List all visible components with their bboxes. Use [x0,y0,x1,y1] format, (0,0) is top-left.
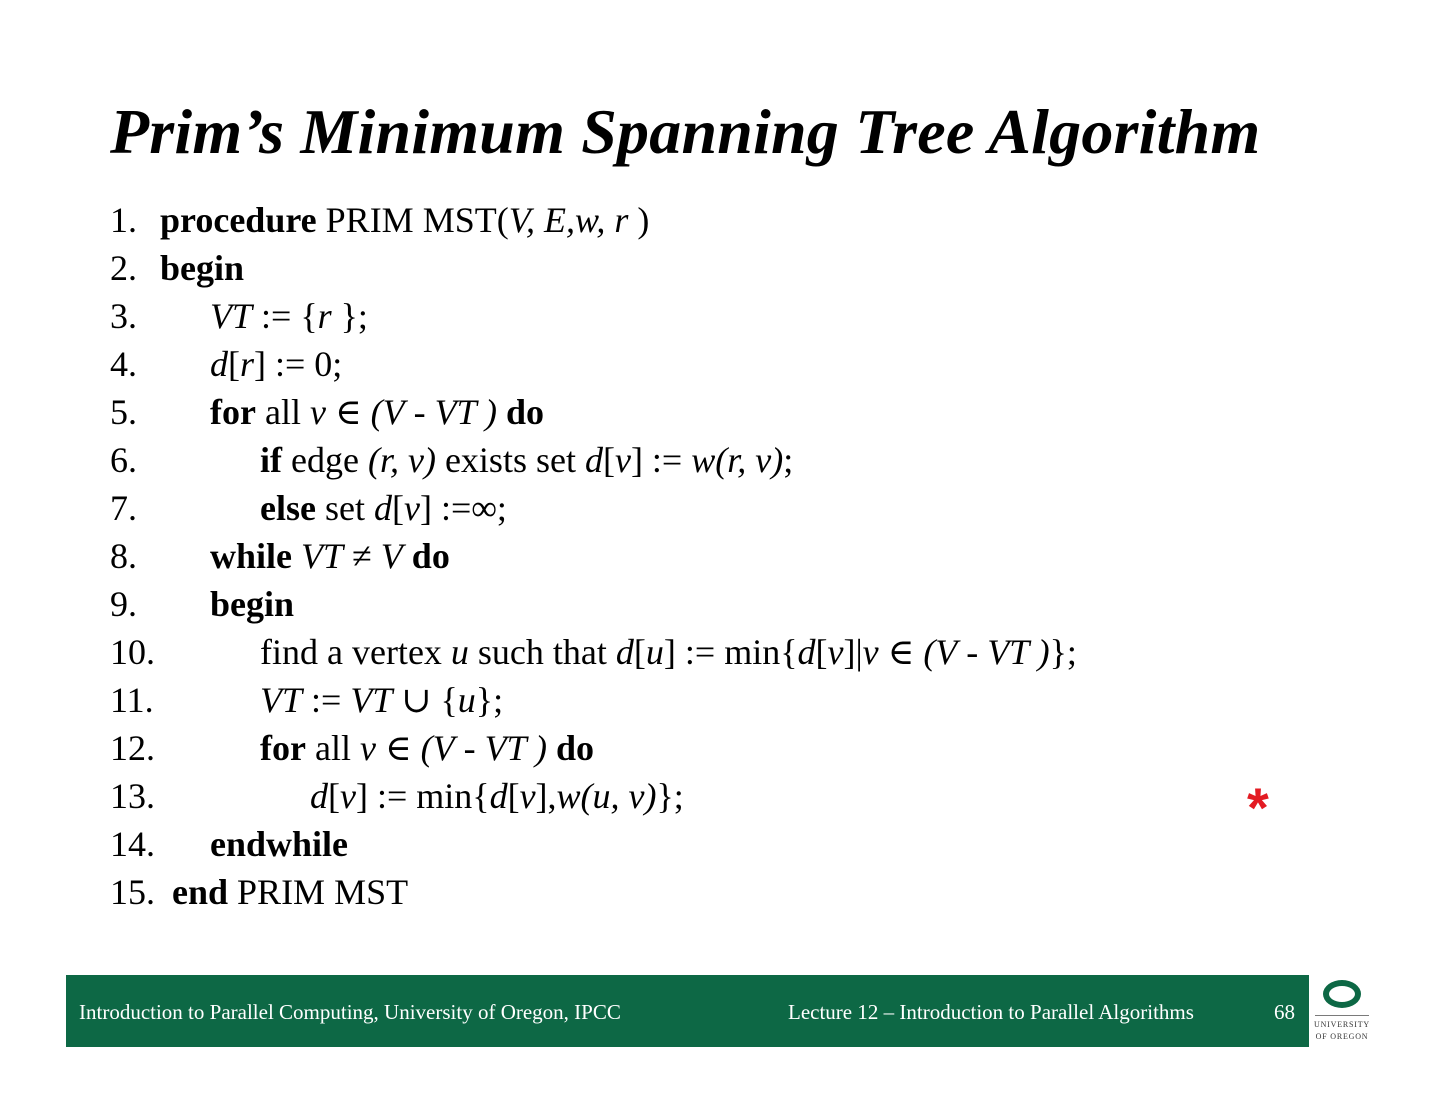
logo-text-university: UNIVERSITY [1314,1020,1370,1029]
code-statement: d[v] := min{d[v],w(u, v)}; [310,776,684,816]
code-statement: for all v ∈ (V - VT ) do [210,392,544,432]
code-statement: VT := {r }; [210,296,368,336]
asterisk-marker: * [1247,776,1269,839]
logo-divider [1315,1015,1369,1016]
footer-course: Introduction to Parallel Computing, University of Oregon, IPCC [79,1000,621,1024]
code-statement: if edge (r, v) exists set d[v] := w(r, v); [260,440,794,480]
page-number: 68 [1274,1000,1295,1024]
line-number: 9. [110,584,137,624]
code-statement: while VT ≠ V do [210,536,450,576]
code-statement: find a vertex u such that d[u] := min{d[v]|v ∈ (V - VT )}; [260,632,1077,672]
line-number: 10. [110,632,155,672]
footer-bar [66,975,1309,1047]
line-number: 8. [110,536,137,576]
university-of-oregon-logo [1309,976,1381,1048]
code-statement: begin [160,248,245,288]
line-number: 11. [110,680,154,720]
line-number: 2. [110,248,137,288]
line-number: 3. [110,296,137,336]
line-number: 15. [110,872,155,912]
line-number: 7. [110,488,137,528]
code-statement: VT := VT ∪ {u}; [260,680,504,720]
code-statement: else set d[v] :=∞; [260,488,507,528]
slide-title: Prim’s Minimum Spanning Tree Algorithm [110,96,1261,167]
code-statement: for all v ∈ (V - VT ) do [260,728,594,768]
logo-text-of-oregon: OF OREGON [1315,1032,1369,1041]
line-number: 12. [110,728,155,768]
code-statement: end PRIM MST [172,872,409,912]
code-statement: procedure PRIM MST(V, E,w, r ) [160,200,650,240]
line-number: 6. [110,440,137,480]
line-number: 5. [110,392,137,432]
footer-lecture: Lecture 12 – Introduction to Parallel Algorithms [788,1000,1194,1024]
line-number: 1. [110,200,137,240]
code-statement: begin [210,584,295,624]
line-number: 13. [110,776,155,816]
code-statement: endwhile [210,824,349,864]
oregon-o-icon [1323,980,1361,1008]
line-number: 4. [110,344,137,384]
line-number: 14. [110,824,155,864]
code-statement: d[r] := 0; [210,344,343,384]
